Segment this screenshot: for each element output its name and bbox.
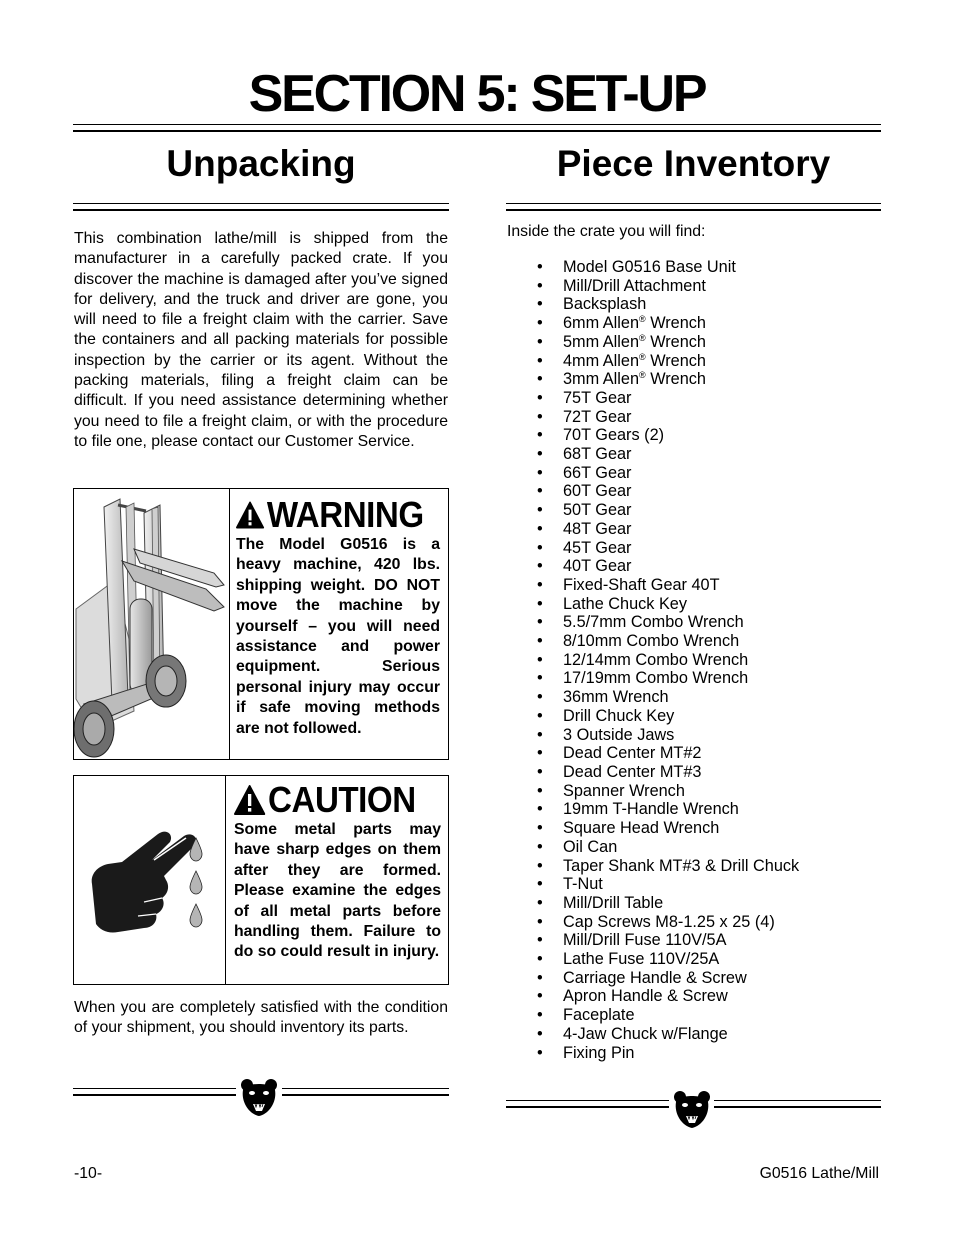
list-item: • Mill/Drill Attachment bbox=[507, 277, 799, 296]
list-item: • 48T Gear bbox=[507, 520, 799, 539]
list-item: • 72T Gear bbox=[507, 408, 799, 427]
list-item: • 50T Gear bbox=[507, 501, 799, 520]
inventory-intro: Inside the crate you will find: bbox=[507, 223, 706, 240]
warning-label: WARNING bbox=[266, 494, 424, 535]
list-item: • 66T Gear bbox=[507, 464, 799, 483]
list-item: • Mill/Drill Fuse 110V/5A bbox=[507, 931, 799, 950]
warning-box bbox=[73, 488, 449, 760]
list-item: • Lathe Fuse 110V/25A bbox=[507, 950, 799, 969]
sharp-edge-illustration bbox=[74, 776, 226, 984]
caution-signal bbox=[234, 780, 424, 820]
cut-finger-icon bbox=[74, 776, 225, 984]
list-item: • Model G0516 Base Unit bbox=[507, 258, 799, 277]
list-item: • 5.5/7mm Combo Wrench bbox=[507, 613, 799, 632]
inventory-heading: Piece Inventory bbox=[556, 143, 831, 184]
unpacking-paragraph: This combination lathe/mill is shipped from the manufacturer in a carefully packed crate. If you discover the machine is damaged after you’ve signed for delivery, and the truck and driver are gone, you will need to file a freight claim with the carrier. Save the containers and all packing materials for possible inspection by the carrier or its agent. Without the packing materials, filing a freight claim can be difficult. If you need assistance determining whether you need to file a freight claim, or with the procedure to file one, please contact our Customer Service. bbox=[74, 230, 448, 450]
list-item: • 3mm Allen® Wrench bbox=[507, 370, 799, 389]
page-number: -10- bbox=[74, 1165, 103, 1182]
list-item: • 4-Jaw Chuck w/Flange bbox=[507, 1025, 799, 1044]
list-item: • 70T Gears (2) bbox=[507, 426, 799, 445]
list-item: • Drill Chuck Key bbox=[507, 707, 799, 726]
list-item: • 3 Outside Jaws bbox=[507, 726, 799, 745]
list-item: • Fixing Pin bbox=[507, 1044, 799, 1063]
warning-text: The Model G0516 is a heavy machine, 420 lbs. shipping weight. DO NOT move the machine by yourself – you will need assistance and power equipment. Serious personal injury may occur if safe moving methods are not followed. bbox=[236, 536, 440, 737]
grizzly-bear-icon bbox=[239, 1078, 279, 1118]
list-item: • 68T Gear bbox=[507, 445, 799, 464]
section-title: SECTION 5: SET-UP bbox=[248, 65, 706, 123]
list-item: • 6mm Allen® Wrench bbox=[507, 314, 799, 333]
unpacking-heading: Unpacking bbox=[166, 143, 356, 184]
list-item: • Mill/Drill Table bbox=[507, 894, 799, 913]
list-item: • Backsplash bbox=[507, 295, 799, 314]
caution-label: CAUTION bbox=[268, 779, 416, 820]
list-item: • Oil Can bbox=[507, 838, 799, 857]
inventory-list bbox=[507, 258, 799, 1062]
inventory-rule bbox=[506, 203, 881, 211]
list-item: • Carriage Handle & Screw bbox=[507, 969, 799, 988]
closing-paragraph: When you are completely satisfied with the condition of your shipment, you should inventory its parts. bbox=[74, 999, 448, 1037]
list-item: • 4mm Allen® Wrench bbox=[507, 352, 799, 371]
list-item: • 45T Gear bbox=[507, 539, 799, 558]
list-item: • Faceplate bbox=[507, 1006, 799, 1025]
warning-signal bbox=[236, 495, 424, 535]
list-item: • Dead Center MT#2 bbox=[507, 744, 799, 763]
forklift-illustration bbox=[74, 489, 230, 759]
warning-triangle-icon bbox=[236, 499, 264, 531]
right-bear-divider bbox=[506, 1090, 881, 1130]
caution-text: Some metal parts may have sharp edges on them after they are formed. Please examine the edges of all metal parts before handling them. Failure to do so could result in injury. bbox=[234, 821, 441, 961]
caution-triangle-icon bbox=[234, 784, 265, 816]
list-item: • 12/14mm Combo Wrench bbox=[507, 651, 799, 670]
list-item: • 75T Gear bbox=[507, 389, 799, 408]
list-item: • 8/10mm Combo Wrench bbox=[507, 632, 799, 651]
list-item: • Square Head Wrench bbox=[507, 819, 799, 838]
footer-model: G0516 Lathe/Mill bbox=[759, 1165, 879, 1182]
forklift-icon bbox=[74, 489, 229, 759]
list-item: • 17/19mm Combo Wrench bbox=[507, 669, 799, 688]
list-item: • Taper Shank MT#3 & Drill Chuck bbox=[507, 857, 799, 876]
list-item: • 5mm Allen® Wrench bbox=[507, 333, 799, 352]
list-item: • Apron Handle & Screw bbox=[507, 987, 799, 1006]
list-item: • Dead Center MT#3 bbox=[507, 763, 799, 782]
list-item: • Lathe Chuck Key bbox=[507, 595, 799, 614]
caution-box bbox=[73, 775, 449, 985]
list-item: • 19mm T-Handle Wrench bbox=[507, 800, 799, 819]
unpacking-rule bbox=[73, 203, 449, 211]
list-item: • 60T Gear bbox=[507, 482, 799, 501]
list-item: • 36mm Wrench bbox=[507, 688, 799, 707]
list-item: • Fixed-Shaft Gear 40T bbox=[507, 576, 799, 595]
list-item: • Spanner Wrench bbox=[507, 782, 799, 801]
section-rule bbox=[73, 124, 881, 132]
grizzly-bear-icon bbox=[672, 1090, 712, 1130]
list-item: • 40T Gear bbox=[507, 557, 799, 576]
left-bear-divider bbox=[73, 1078, 449, 1118]
list-item: • T-Nut bbox=[507, 875, 799, 894]
list-item: • Cap Screws M8-1.25 x 25 (4) bbox=[507, 913, 799, 932]
